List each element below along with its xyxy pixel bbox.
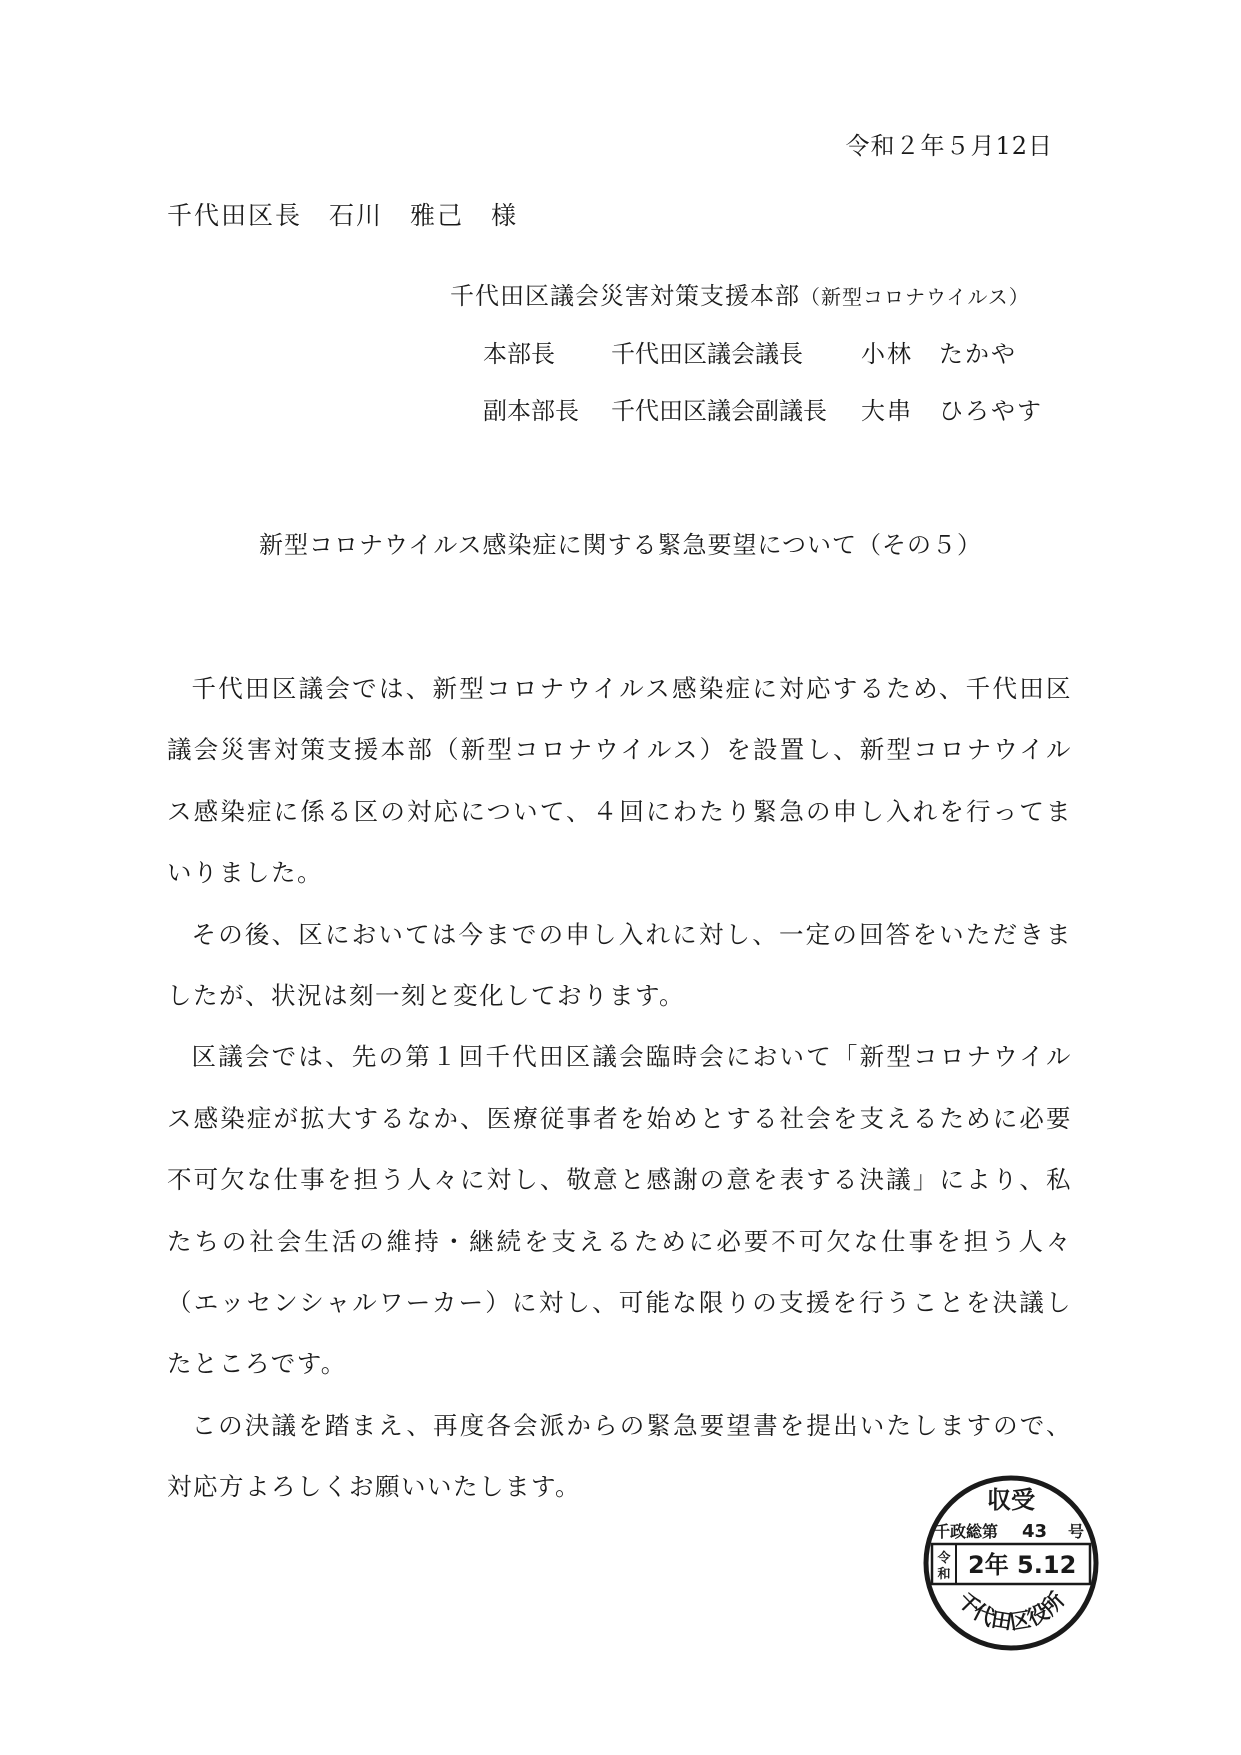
member-role: 副本部長 <box>483 397 579 425</box>
document-subject: 新型コロナウイルス感染症に関する緊急要望について（その５） <box>258 531 983 559</box>
document-date: 令和２年５月12日 <box>845 132 1053 160</box>
stamp-registry-suffix: 号 <box>1068 1522 1085 1541</box>
stamp-era-top: 令 <box>937 1551 951 1566</box>
member-role: 本部長 <box>483 340 555 368</box>
stamp-era-bottom: 和 <box>937 1567 951 1582</box>
receipt-stamp <box>922 1474 1100 1652</box>
stamp-registry-number: 43 <box>1022 1521 1048 1542</box>
body-paragraph: 千代田区議会では、新型コロナウイルス感染症に対応するため、千代田区議会災害対策支援本部（新型コロナウイルス）を設置し、新型コロナウイルス感染症に係る区の対応について、４回にわたり緊急の申し入れを行ってまいりました。 <box>167 674 1072 888</box>
sender-organization-name: 千代田区議会災害対策支援本部 <box>450 282 800 310</box>
body-paragraph: その後、区においては今までの申し入れに対し、一定の回答をいただきましたが、状況は刻一刻と変化しております。 <box>167 919 1072 1011</box>
stamp-registry-prefix: 千政総第 <box>934 1522 999 1541</box>
body-paragraph: 区議会では、先の第１回千代田区議会臨時会において「新型コロナウイルス感染症が拡大するなか、医療従事者を始めとする社会を支えるために必要不可欠な仕事を担う人々に対し、敬意と感謝の意を表する決議」により、私たちの社会生活の維持・継続を支えるために必要不可欠な仕事を担う人々（エッセンシャルワーカー）に対し、可能な限りの支援を行うことを決議したところです。 <box>167 1042 1072 1379</box>
member-title: 千代田区議会副議長 <box>611 397 827 425</box>
sender-member-row <box>450 326 1043 383</box>
stamp-office <box>953 1588 1069 1634</box>
stamp-label: 収受 <box>987 1486 1035 1514</box>
member-name: 大串 ひろやす <box>861 397 1043 425</box>
sender-member-row <box>450 383 1043 440</box>
member-name: 小林 たかや <box>861 340 1017 368</box>
sender-organization <box>450 268 1043 326</box>
stamp-date: 2年 5.12 <box>968 1551 1077 1579</box>
document-body <box>167 658 1072 1518</box>
sender-organization-sub: （新型コロナウイルス） <box>800 285 1030 309</box>
body-paragraph: この決議を踏まえ、再度各会派からの緊急要望書を提出いたしますので、対応方よろしくお願いいたします。 <box>167 1410 1072 1502</box>
sender-block <box>450 268 1043 440</box>
recipient-line: 千代田区長 石川 雅己 様 <box>167 201 519 230</box>
stamp-office-text: 千代田区役所 <box>952 1587 1070 1635</box>
member-title: 千代田区議会議長 <box>611 340 803 368</box>
